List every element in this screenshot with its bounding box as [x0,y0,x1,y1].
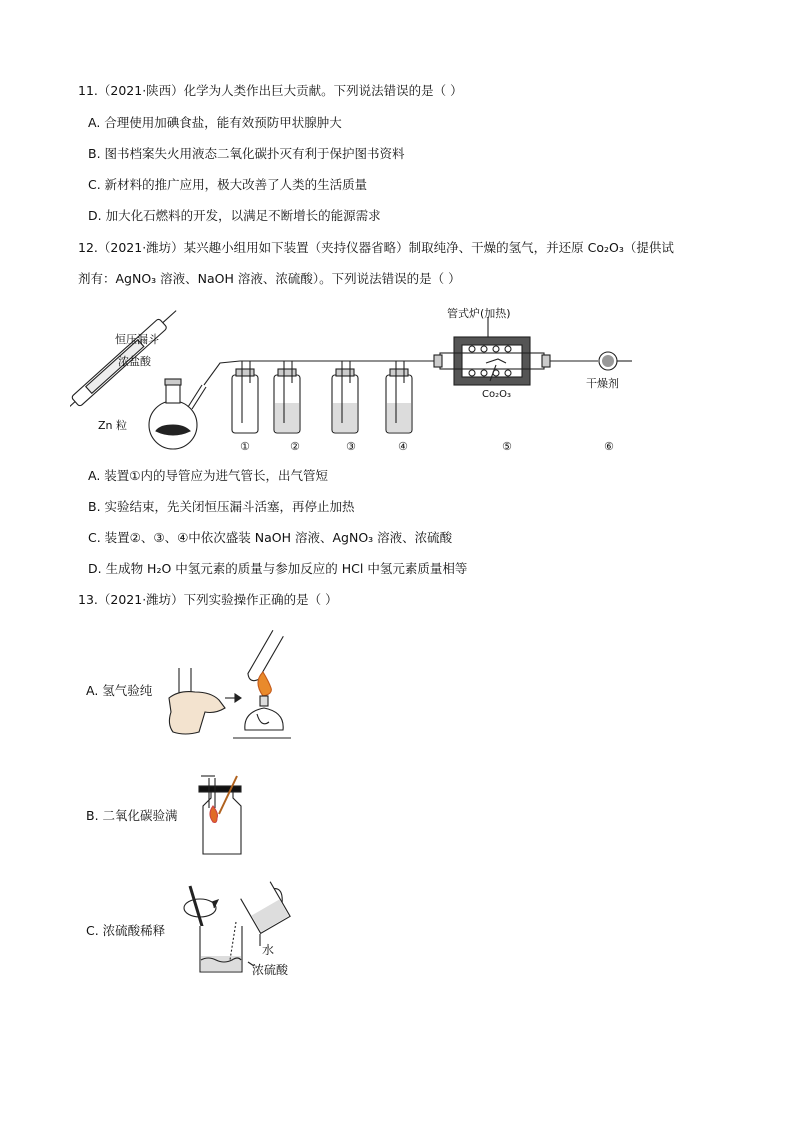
apparatus-number-4: ④ [398,440,408,453]
q12-option-c: C. 装置②、③、④中依次盛装 NaOH 溶液、AgNO₃ 溶液、浓硫酸 [88,530,453,545]
q13-stem: 13.（2021·潍坊）下列实验操作正确的是（ ） [78,592,338,607]
apparatus-number-6: ⑥ [604,440,614,453]
funnel-label: 恒压漏斗 [115,333,159,346]
tube-furnace [434,317,550,385]
apparatus-number-1: ① [240,440,250,453]
q12-stem-line1: 12.（2021·潍坊）某兴趣小组用如下装置（夹持仪器省略）制取纯净、干燥的氢气，并还原 Co₂O₃（提供试 [78,240,674,255]
hydrogen-purity-test-figure [165,628,295,746]
q12-option-b: B. 实验结束，先关闭恒压漏斗活塞，再停止加热 [88,499,355,514]
furnace-label: 管式炉(加热) [447,307,511,320]
water-label: 水 [262,943,275,957]
q12-stem-line2: 剂有：AgNO₃ 溶液、NaOH 溶液、浓硫酸）。下列说法错误的是（ ） [78,271,461,286]
apparatus-number-5: ⑤ [502,440,512,453]
acid-dilution-figure [178,880,308,980]
drying-tube [599,352,632,370]
q12-apparatus-figure [70,305,640,460]
acid-label: 浓盐酸 [118,355,151,368]
apparatus-number-3: ③ [346,440,356,453]
bottle-1 [232,361,258,433]
q11-option-a: A. 合理使用加碘食盐，能有效预防甲状腺肿大 [88,115,342,130]
q13-option-b-label: B. 二氧化碳验满 [86,808,178,823]
zn-label: Zn 粒 [98,419,128,432]
bottle-3 [332,361,358,433]
q11-option-d: D. 加大化石燃料的开发，以满足不断增长的能源需求 [88,208,381,223]
q11-option-c: C. 新材料的推广应用，极大改善了人类的生活质量 [88,177,368,192]
q12-option-d: D. 生成物 H₂O 中氢元素的质量与参加反应的 HCl 中氢元素质量相等 [88,561,468,576]
oxide-label: Co₂O₃ [482,389,511,400]
bottle-2 [274,361,300,433]
co2-full-test-figure [195,768,255,860]
bottle-4 [386,361,412,433]
conc-acid-label: 浓硫酸 [252,963,289,977]
q11-stem: 11.（2021·陕西）化学为人类作出巨大贡献。下列说法错误的是（ ） [78,83,463,98]
q12-option-a: A. 装置①内的导管应为进气管长，出气管短 [88,468,328,483]
desiccant-label: 干燥剂 [586,377,619,390]
q13-option-a-label: A. 氢气验纯 [86,683,153,698]
q13-option-c-label: C. 浓硫酸稀释 [86,923,166,938]
apparatus-number-2: ② [290,440,300,453]
q11-option-b: B. 图书档案失火用液态二氧化碳扑灭有利于保护图书资料 [88,146,405,161]
